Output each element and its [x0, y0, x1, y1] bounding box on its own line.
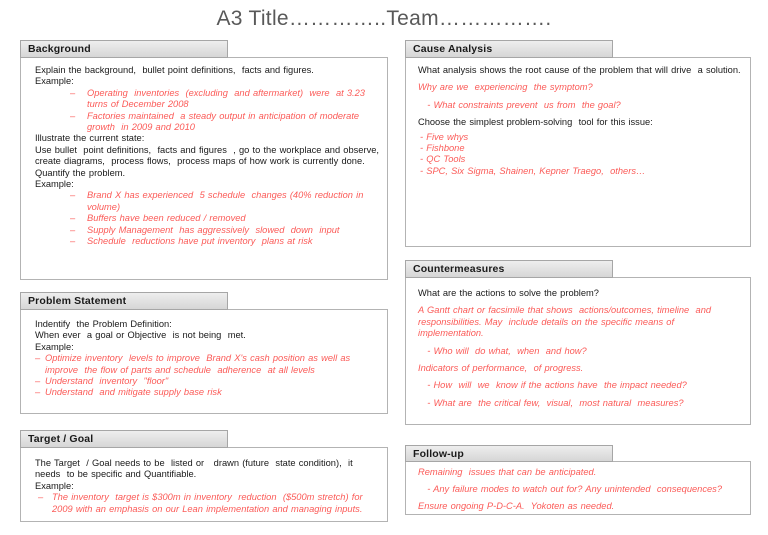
- panel-problem-statement-header: Problem Statement: [20, 292, 228, 310]
- bullet-text: The inventory target is $300m in inventory reduction ($500m stretch) for 2009 with an emphasis on our Lean implementation and managing inputs.: [52, 492, 366, 514]
- bullet-item: [35, 492, 379, 515]
- text-line: Indicators of performance, of progress.: [418, 363, 584, 374]
- panel-cause-analysis: [405, 40, 751, 247]
- dash-marker: –: [70, 87, 76, 98]
- text-line: - SPC, Six Sigma, Shainen, Kepner Traego, others…: [420, 165, 646, 176]
- text-line: What analysis shows the root cause of the problem that will drive a solution.: [418, 65, 741, 75]
- panel-background-body: [20, 57, 388, 280]
- panel-problem-statement-body: [20, 309, 388, 414]
- bullet-text: Factories maintained a steady output in anticipation of moderate growth in 2009 and 2010: [87, 110, 366, 133]
- dash-marker: –: [70, 190, 76, 201]
- text-line: Illustrate the current state:: [35, 133, 145, 144]
- text-line: Quantify the problem.: [35, 167, 126, 178]
- bullet-text: Buffers have been reduced / removed: [87, 213, 246, 224]
- page-title: A3 Title…………..Team…………….: [216, 7, 552, 30]
- text-line: The Target / Goal needs to be listed or drawn (future state condition), it needs to be specific and Quantifiable.: [35, 458, 356, 480]
- text-line: Choose the simplest problem-solving tool for this issue:: [418, 117, 653, 128]
- panel-countermeasures-body: [405, 277, 751, 425]
- panel-background-header: Background: [20, 40, 228, 58]
- panel-countermeasures-header: Countermeasures: [405, 260, 613, 278]
- text-line: Explain the background, bullet point definitions, facts and figures.: [35, 65, 314, 75]
- text-line: Example:: [35, 480, 74, 491]
- text-line: - What are the critical few, visual, most natural measures?: [424, 397, 684, 408]
- panel-cause-analysis-header: Cause Analysis: [405, 40, 613, 58]
- dash-marker: –: [70, 213, 76, 224]
- bullet-item: [35, 190, 379, 213]
- bullet-text: Supply Management has aggressively slowed down input: [87, 224, 340, 235]
- panel-countermeasures: [405, 260, 751, 425]
- text-line: Why are we experiencing the symptom?: [418, 82, 593, 93]
- bullet-item: [35, 213, 379, 224]
- text-line: - QC Tools: [420, 154, 466, 165]
- text-line: Example:: [35, 76, 74, 87]
- dash-marker: –: [38, 492, 44, 503]
- text-line: - Any failure modes to watch out for? Any unintended consequences?: [424, 484, 722, 495]
- text-line: A Gantt chart or facsimile that shows actions/outcomes, timeline and responsibilities. May include details on the specific means of implementation.: [418, 305, 715, 339]
- text-line: - Five whys: [420, 131, 469, 142]
- text-line: Ensure ongoing P-D-C-A. Yokoten as needed.: [418, 501, 615, 512]
- bullet-text: Schedule reductions have put inventory plans at risk: [87, 236, 313, 247]
- dash-marker: –: [70, 110, 76, 121]
- dash-marker: –: [35, 387, 41, 398]
- text-line: Example:: [35, 179, 74, 190]
- text-line: - What constraints prevent us from the goal?: [424, 99, 621, 110]
- bullet-text: Brand X has experienced 5 schedule changes (40% reduction in volume): [87, 190, 367, 212]
- bullet-text: Understand and mitigate supply base risk: [45, 387, 222, 398]
- bullet-item: [35, 376, 379, 387]
- text-line: What are the actions to solve the problem?: [418, 288, 599, 298]
- panel-follow-up-header: Follow-up: [405, 445, 613, 462]
- panel-cause-analysis-body: [405, 57, 751, 247]
- text-line: - How will we know if the actions have the impact needed?: [424, 380, 687, 391]
- bullet-item: [35, 111, 379, 134]
- bullet-text: Optimize inventory levels to improve Brand X's cash position as well as improve the flow of parts and schedule adherence at all levels: [45, 353, 354, 375]
- panel-target-goal: [20, 430, 388, 522]
- dash-marker: –: [70, 236, 76, 247]
- panel-target-goal-body: [20, 447, 388, 522]
- panel-problem-statement: [20, 292, 388, 414]
- bullet-item: [35, 225, 379, 236]
- text-line: Indentify the Problem Definition:: [35, 319, 172, 329]
- dash-marker: –: [35, 376, 41, 387]
- bullet-item: [35, 88, 379, 111]
- bullet-text: Operating inventories (excluding and aftermarket) were at 3.23 turns of December 2008: [87, 87, 369, 110]
- panel-follow-up-body: [405, 461, 751, 515]
- left-column: [0, 40, 400, 535]
- panel-background: [20, 40, 388, 280]
- right-column: [400, 40, 768, 535]
- text-line: Remaining issues that can be anticipated.: [418, 466, 597, 477]
- text-line: Use bullet point definitions, facts and figures , go to the workplace and observe, create diagrams, process flows, process maps of how work is currently done.: [35, 144, 386, 167]
- text-line: - Fishbone: [420, 143, 465, 154]
- text-line: Example:: [35, 341, 74, 352]
- bullet-item: [35, 236, 379, 247]
- text-line: - Who will do what, when and how?: [424, 345, 587, 356]
- bullet-text: Understand inventory "floor": [45, 376, 169, 387]
- dash-marker: –: [35, 353, 41, 364]
- bullet-item: [35, 387, 379, 398]
- bullet-item: [35, 353, 379, 376]
- panel-follow-up: [405, 445, 751, 515]
- text-line: When ever a goal or Objective is not being met.: [35, 330, 246, 341]
- a3-board: [0, 40, 768, 535]
- panel-target-goal-header: Target / Goal: [20, 430, 228, 448]
- dash-marker: –: [70, 224, 76, 235]
